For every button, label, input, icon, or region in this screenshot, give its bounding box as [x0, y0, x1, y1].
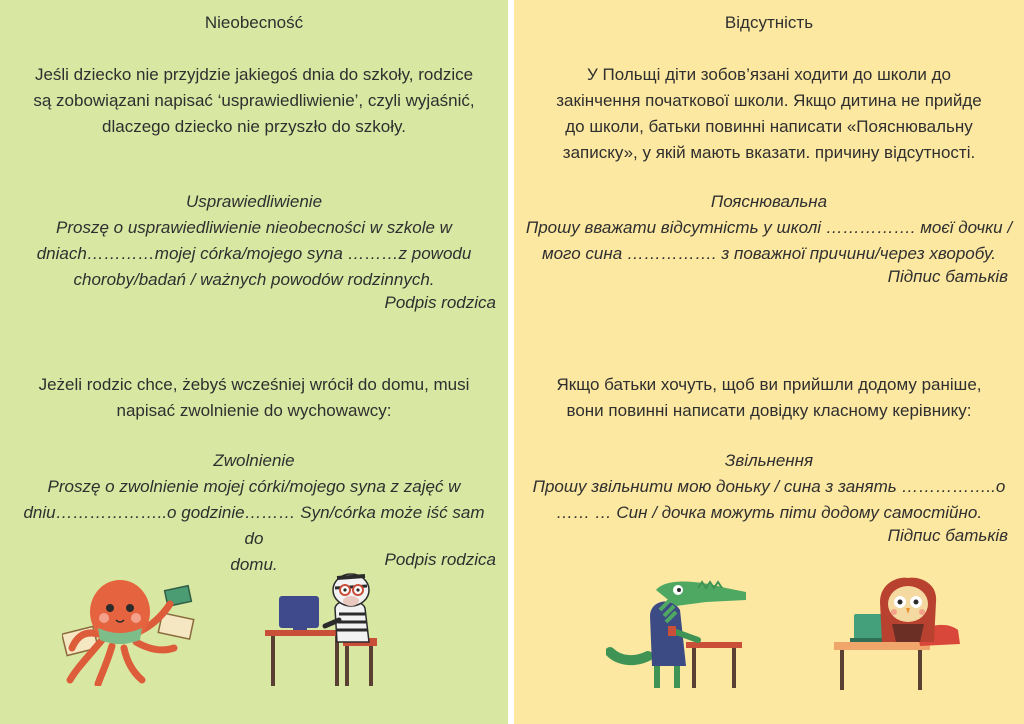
- ukrainian-excuse-note: [520, 189, 1018, 267]
- excuse-title: Пояснювальна: [710, 192, 828, 211]
- ukrainian-panel: [514, 0, 1024, 724]
- release-line: dniu………………..o godzinie……… Syn/córka może iść sam do: [23, 503, 485, 548]
- polish-intro: [14, 62, 494, 140]
- release-line: Прошу звільнити мою доньку / сина з занять ……………..о: [532, 477, 1006, 496]
- release-title: Zwolnienie: [213, 451, 295, 470]
- polish-title: Nieobecność: [204, 13, 304, 32]
- intro-line: закінчення початкової школи. Якщо дитина не прийде: [556, 91, 982, 110]
- owl-at-desk-icon: [834, 572, 966, 692]
- octopus-icon: [62, 568, 197, 686]
- excuse-signature: Podpis rodzica: [384, 293, 496, 312]
- release-intro-line: napisać zwolnienie do wychowawcy:: [116, 401, 392, 420]
- release-signature: Podpis rodzica: [384, 550, 496, 569]
- release-intro-line: вони повинні написати довідку класному керівнику:: [566, 401, 972, 420]
- intro-line: są zobowiązani napisać ‘usprawiedliwienie’, czyli wyjaśnić,: [33, 91, 475, 110]
- excuse-line: Proszę o usprawiedliwienie nieobecności w szkole w: [56, 218, 452, 237]
- release-title: Звільнення: [724, 451, 814, 470]
- intro-line: записку», у якій мають вказати. причину відсутності.: [562, 143, 976, 162]
- intro-line: до школи, батьки повинні написати «Пояснювальну: [565, 117, 973, 136]
- excuse-line: dniach…………mojej córka/mojego syna ………z powodu: [36, 244, 472, 263]
- release-signature: Підпис батьків: [887, 526, 1008, 545]
- ukrainian-release-intro: [528, 372, 1010, 424]
- release-line: domu.: [230, 555, 278, 574]
- intro-line: Jeśli dziecko nie przyjdzie jakiegoś dnia do szkoły, rodzice: [34, 65, 474, 84]
- excuse-signature: Підпис батьків: [887, 267, 1008, 286]
- excuse-line: Прошу вважати відсутність у школі ……………. моєї дочки /: [525, 218, 1013, 237]
- excuse-line: choroby/badań / ważnych powodów rodzinnych.: [73, 270, 435, 289]
- intro-line: У Польщі діти зобов’язані ходити до школи до: [587, 65, 951, 84]
- ukrainian-release-note: [520, 448, 1018, 526]
- release-line: …… … Син / дочка можуть піти додому самостійно.: [555, 503, 983, 522]
- polish-release-intro: [14, 372, 494, 424]
- intro-line: dlaczego dziecko nie przyszło do szkoły.: [102, 117, 406, 136]
- polish-excuse-note: [14, 189, 494, 293]
- ukrainian-intro: [528, 62, 1010, 166]
- polish-panel: [0, 0, 508, 724]
- zebra-at-computer-icon: [265, 568, 395, 690]
- ukrainian-title: Відсутність: [724, 13, 814, 32]
- release-line: Proszę o zwolnienie mojej córki/mojego syna z zajęć w: [47, 477, 461, 496]
- excuse-line: мого сина ……………. з поважної причини/через хворобу.: [541, 244, 997, 263]
- release-intro-line: Jeżeli rodzic chce, żebyś wcześniej wrócił do domu, musi: [38, 375, 470, 394]
- crocodile-at-desk-icon: [606, 570, 754, 690]
- release-intro-line: Якщо батьки хочуть, щоб ви прийшли додому раніше,: [556, 375, 982, 394]
- excuse-title: Usprawiedliwienie: [185, 192, 323, 211]
